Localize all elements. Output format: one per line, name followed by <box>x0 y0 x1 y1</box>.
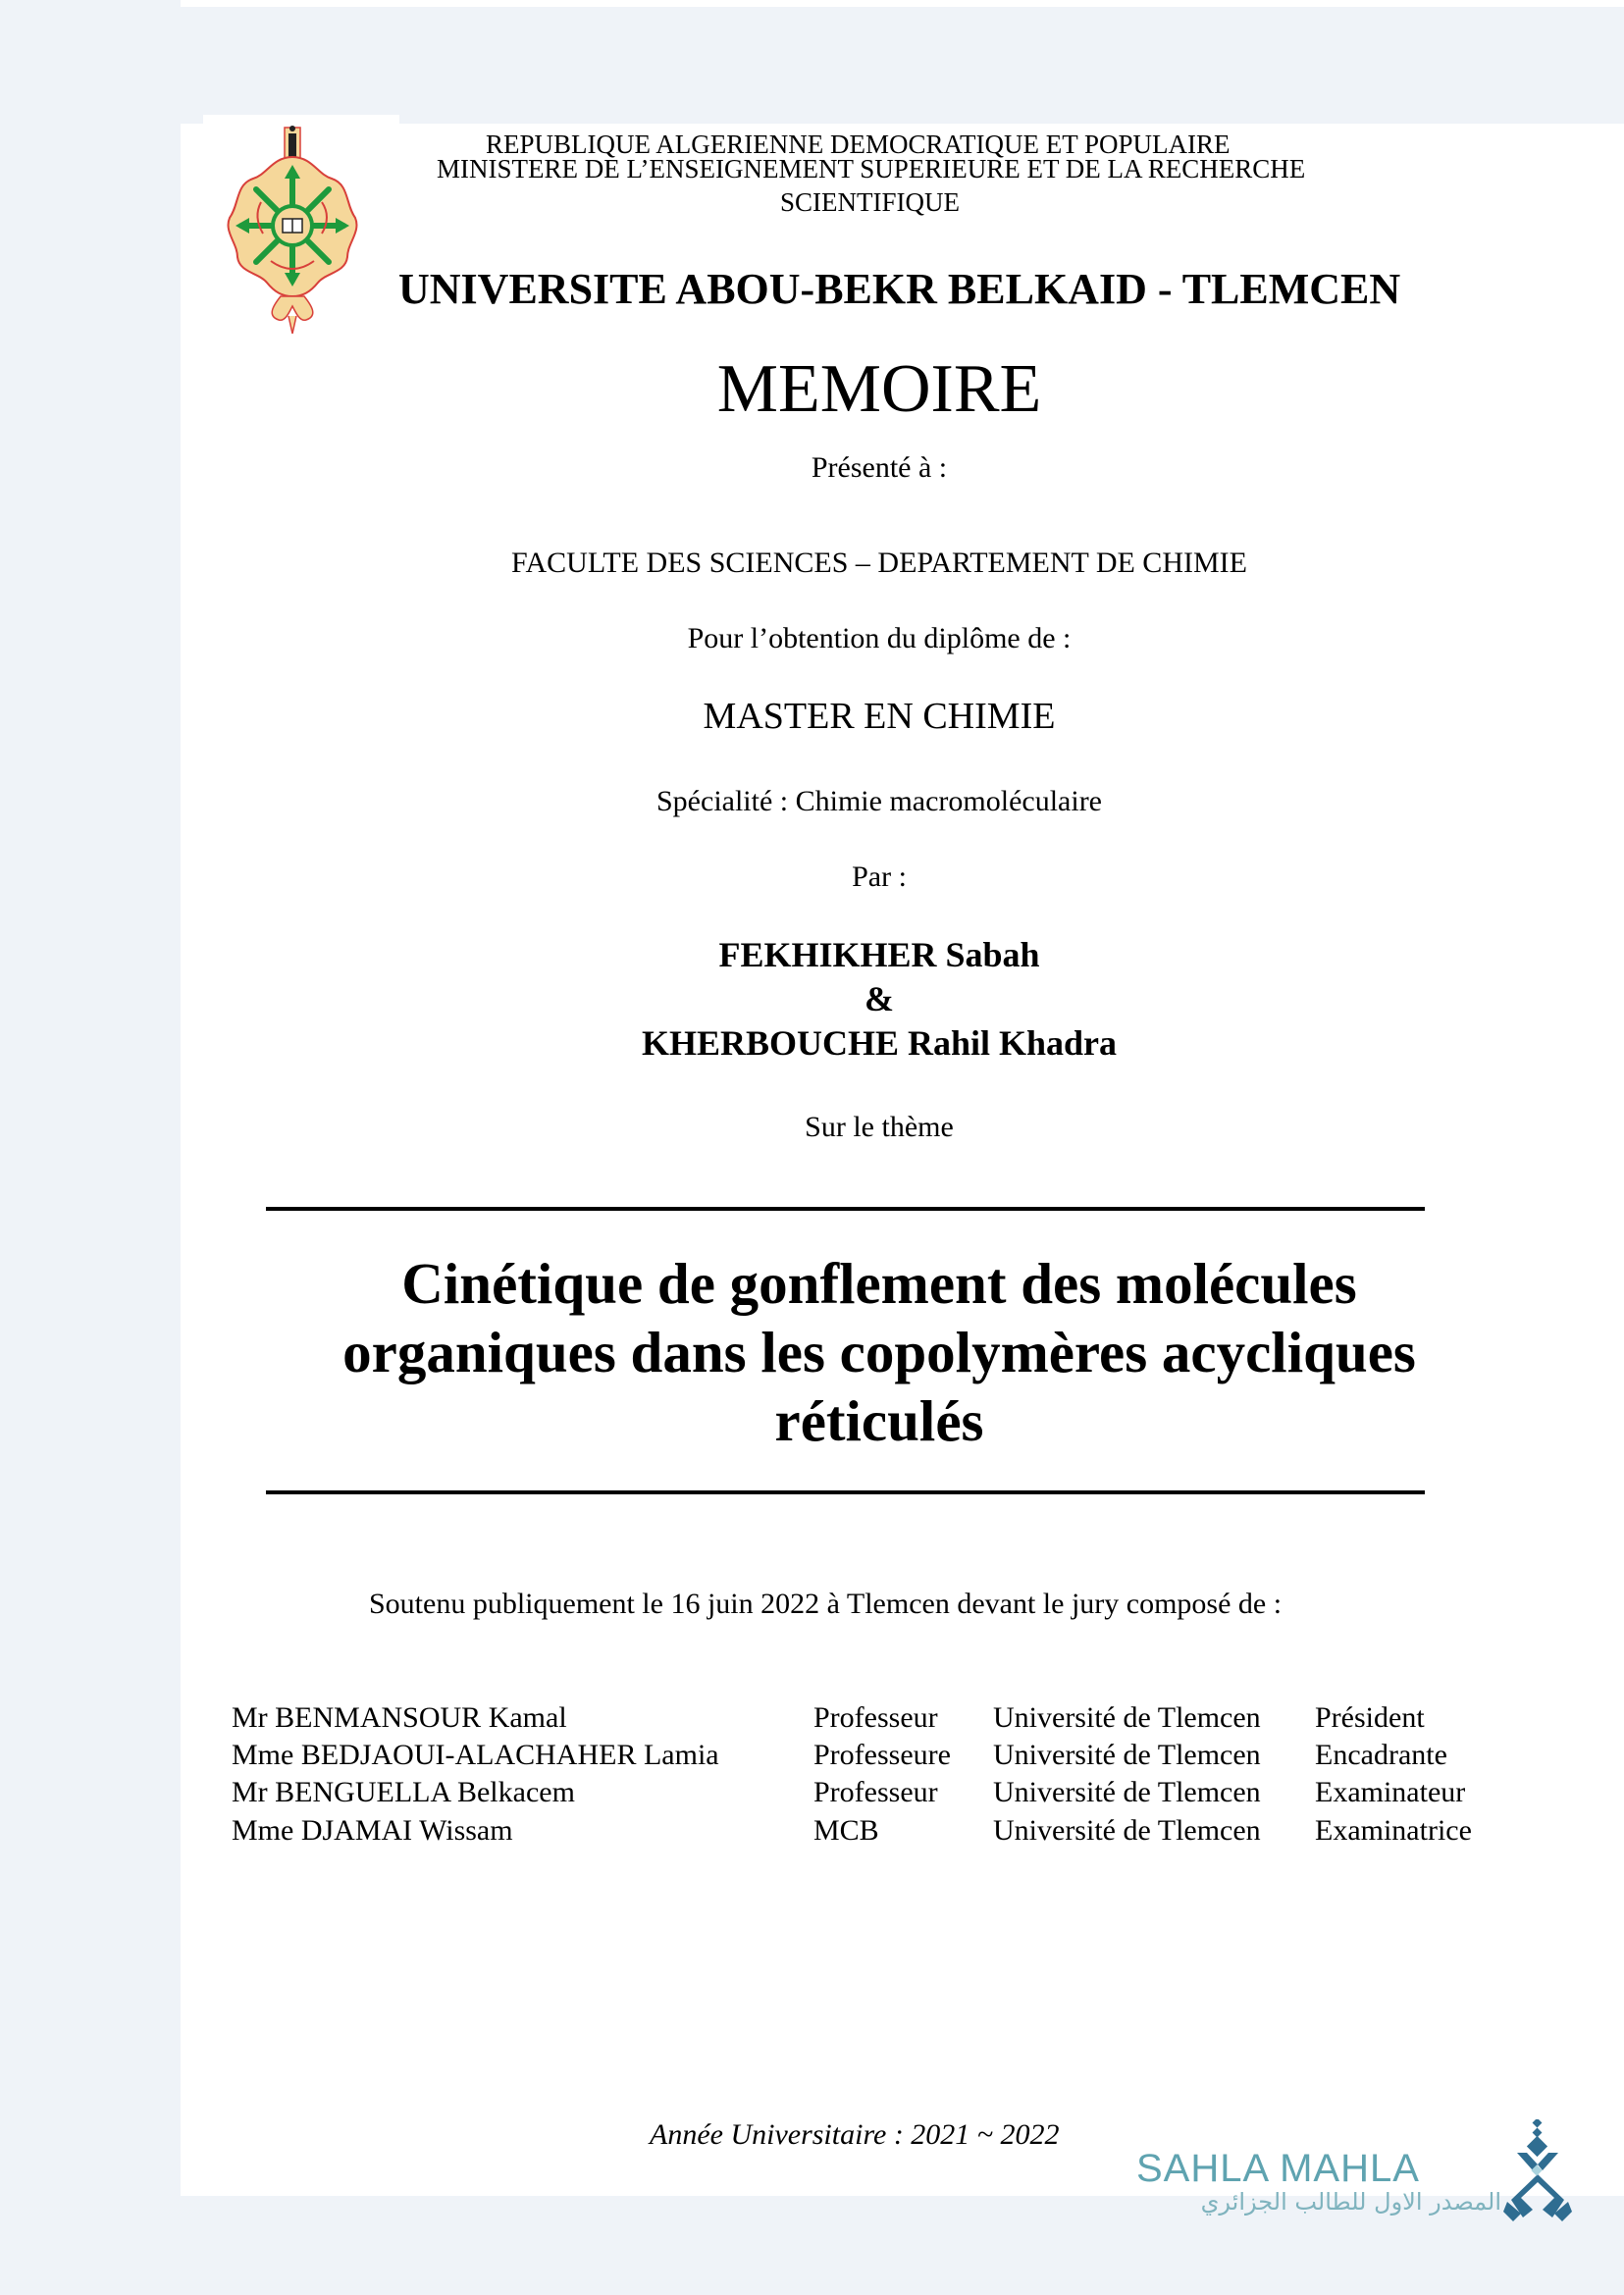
jury-name: Mme BEDJAOUI-ALACHAHER Lamia <box>232 1739 719 1771</box>
jury-institution: Université de Tlemcen <box>993 1776 1261 1808</box>
title-bottom-rule <box>266 1490 1425 1494</box>
author-1: FEKHIKHER Sabah <box>718 935 1040 974</box>
jury-grade: MCB <box>813 1814 879 1847</box>
jury-role: Examinateur <box>1315 1776 1466 1808</box>
jury-institution: Université de Tlemcen <box>993 1701 1261 1734</box>
speciality: Spécialité : Chimie macromoléculaire <box>656 785 1102 817</box>
jury-name: Mr BENGUELLA Belkacem <box>232 1776 575 1808</box>
jury-role: Président <box>1315 1701 1425 1734</box>
thesis-title-line-1: Cinétique de gonflement des molécules <box>401 1251 1357 1316</box>
jury-grade: Professeur <box>813 1701 938 1734</box>
watermark-tagline: المصدر الاول للطالب الجزائري <box>1200 2188 1501 2216</box>
top-page-strip <box>181 0 1624 7</box>
header-ministry: MINISTERE DE L’ENSEIGNEMENT SUPERIEURE ET DE LA RECHERCHE <box>437 154 1306 183</box>
document-type: MEMOIRE <box>716 351 1042 427</box>
jury-institution: Université de Tlemcen <box>993 1739 1261 1771</box>
thesis-title-line-2: organiques dans les copolymères acycliques <box>342 1320 1416 1384</box>
defense-statement: Soutenu publiquement le 16 juin 2022 à Tlemcen devant le jury composé de : <box>369 1588 1283 1620</box>
jury-role: Encadrante <box>1315 1739 1447 1771</box>
jury-grade: Professeur <box>813 1776 938 1808</box>
thesis-title-line-3: réticulés <box>774 1388 984 1453</box>
by-label: Par : <box>852 861 907 893</box>
faculty-department: FACULTE DES SCIENCES – DEPARTEMENT DE CHIMIE <box>511 547 1247 579</box>
jury-role: Examinatrice <box>1315 1814 1472 1847</box>
academic-year: Année Universitaire : 2021 ~ 2022 <box>650 2118 1060 2151</box>
jury-name: Mme DJAMAI Wissam <box>232 1814 513 1847</box>
watermark-brand: SAHLA MAHLA <box>1136 2147 1420 2190</box>
jury-name: Mr BENMANSOUR Kamal <box>232 1701 567 1734</box>
author-2: KHERBOUCHE Rahil Khadra <box>641 1023 1118 1063</box>
university-name: UNIVERSITE ABOU-BEKR BELKAID - TLEMCEN <box>398 265 1401 313</box>
university-crest-icon <box>224 124 361 336</box>
jury-grade: Professeure <box>813 1739 951 1771</box>
authors-ampersand: & <box>864 979 894 1018</box>
presented-to-label: Présenté à : <box>811 451 948 484</box>
diploma-name: MASTER EN CHIMIE <box>703 696 1056 737</box>
title-top-rule <box>266 1207 1425 1211</box>
header-republic: REPUBLIQUE ALGERIENNE DEMOCRATIQUE ET POPULAIRE <box>486 130 1231 159</box>
document-page <box>181 124 1624 2196</box>
header-scientific: SCIENTIFIQUE <box>780 187 960 217</box>
diploma-label: Pour l’obtention du diplôme de : <box>687 622 1072 654</box>
jury-institution: Université de Tlemcen <box>993 1814 1261 1847</box>
sahla-mahla-emblem-icon <box>1503 2119 1572 2221</box>
theme-label: Sur le thème <box>805 1111 954 1143</box>
